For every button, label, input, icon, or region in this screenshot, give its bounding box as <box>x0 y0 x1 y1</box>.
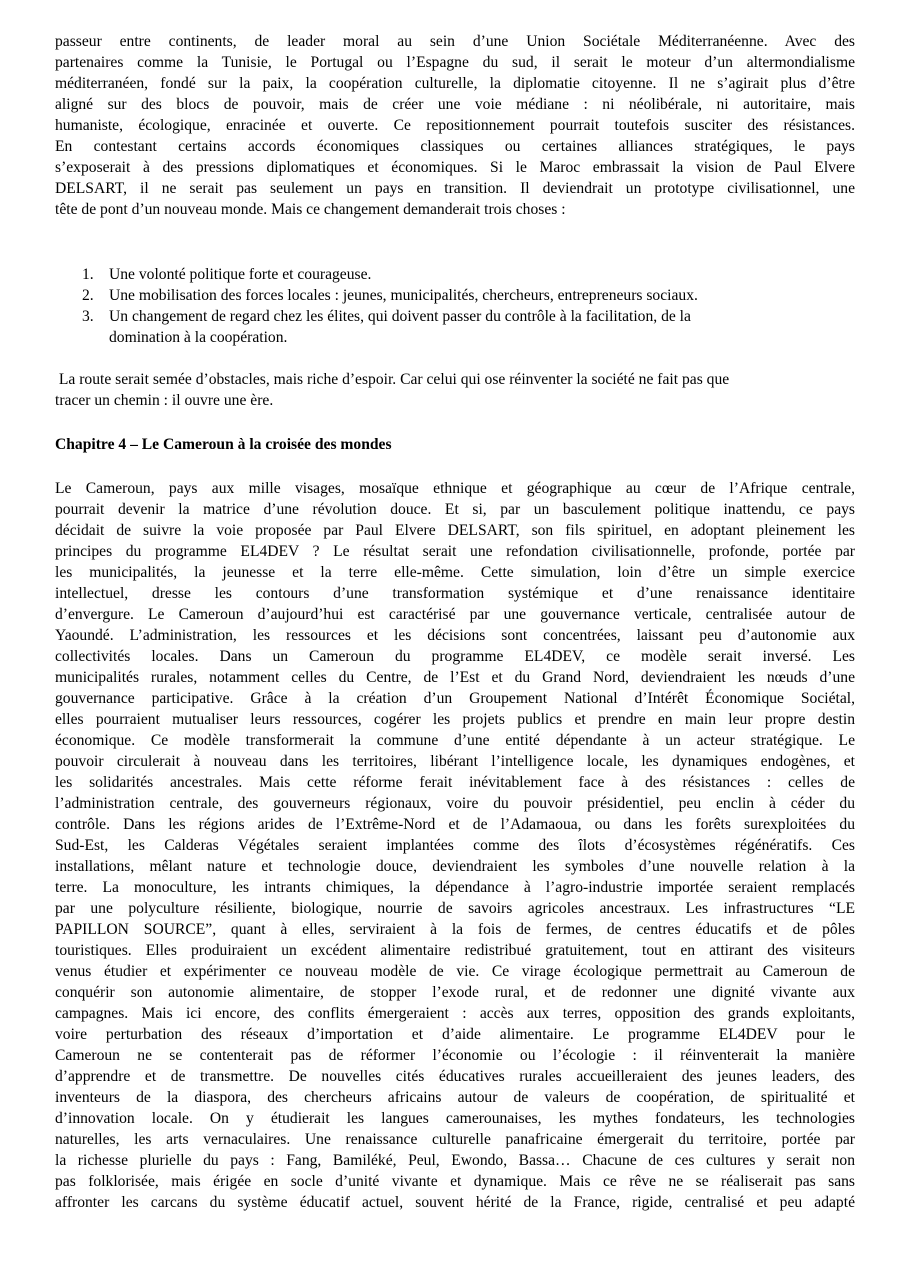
list-item-text: Une volonté politique forte et courageuse. <box>109 266 372 283</box>
list-item-text: domination à la coopération. <box>109 329 288 346</box>
text-line: d’innovation locale. On y étudierait les langues camerounaises, les mythes fondateurs, les technologies <box>55 1110 855 1127</box>
text-line: campagnes. Mais ici encore, des conflits émergeraient : accès aux terres, opposition des grands exploitants, <box>55 1005 855 1022</box>
list-number: 1. <box>82 266 94 283</box>
text-line: s’exposerait à des pressions diplomatiques et économiques. Si le Maroc embrassait la vision de Paul Elvere <box>55 159 855 176</box>
text-line: Cameroun ne se contenterait pas de réformer l’économie ou l’écologie : il réinventerait la manière <box>55 1047 855 1064</box>
chapter-heading: Chapitre 4 – Le Cameroun à la croisée des mondes <box>55 436 392 453</box>
text-line: collectivités locales. Dans un Cameroun du programme EL4DEV, ce modèle serait inversé. Les <box>55 648 855 665</box>
text-line: les municipalités, la jeunesse et la terre elle-même. Cette simulation, loin d’être un simple exercice <box>55 564 855 581</box>
text-line: aligné sur des blocs de pouvoir, mais de créer une voie médiane : ni néolibérale, ni autoritaire, mais <box>55 96 855 113</box>
text-line: d’envergure. Le Cameroun d’aujourd’hui est caractérisé par une gouvernance verticale, centralisée autour de <box>55 606 855 623</box>
text-line: pourrait devenir la matrice d’une révolution douce. Et si, par un basculement politique inattendu, ce pays <box>55 501 855 518</box>
text-line: En contestant certains accords économiques classiques ou certaines alliances stratégiques, le pays <box>55 138 855 155</box>
text-line: passeur entre continents, de leader moral au sein d’une Union Sociétale Méditerranéenne. Avec des <box>55 33 855 50</box>
list-item <box>55 285 855 306</box>
text-line: La route serait semée d’obstacles, mais riche d’espoir. Car celui qui ose réinventer la société ne fait pas que <box>55 371 730 388</box>
text-line: gouvernance participative. Grâce à la création d’un Groupement National d’Intérêt Économique Sociétal, <box>55 690 855 707</box>
text-line: économique. Ce modèle transformerait la commune d’une entité dépendante à un acteur stratégique. Le <box>55 732 855 749</box>
text-line: inventeurs de la diaspora, des chercheurs africains autour de valeurs de coopération, de spiritualité et <box>55 1089 855 1106</box>
text-line: terre. La monoculture, les intrants chimiques, la dépendance à l’agro-industrie importée seraient remplacés <box>55 879 855 896</box>
text-line: municipalités rurales, notamment celles du Centre, de l’Est et du Grand Nord, deviendraient les nœuds d’une <box>55 669 855 686</box>
text-line: naturelles, les arts vernaculaires. Une renaissance culturelle panafricaine émergerait du territoire, portée par <box>55 1131 855 1148</box>
text-line: décidait de suivre la voie proposée par Paul Elvere DELSART, son fils spirituel, en adoptant pleinement les <box>55 522 855 539</box>
text-line: venus étudier et expérimenter ce nouveau modèle de vie. Ce virage écologique permettrait au Cameroun de <box>55 963 855 980</box>
list-number: 2. <box>82 287 94 304</box>
text-line: Sud-Est, les Calderas Végétales seraient implantées comme des îlots d’écosystèmes régénératifs. Ces <box>55 837 855 854</box>
text-line: partenaires comme la Tunisie, le Portugal ou l’Espagne du sud, il serait le moteur d’un altermondialisme <box>55 54 855 71</box>
list-item <box>55 264 855 285</box>
text-line: contrôle. Dans les régions arides de l’Extrême-Nord et de l’Adamaoua, ou dans les forêts surexploitées du <box>55 816 855 833</box>
text-line: elles pourraient mutualiser leurs ressources, cogérer les projets publics et prendre en main leur propre destin <box>55 711 855 728</box>
text-line: d’apprendre et de transmettre. De nouvelles cités éducatives rurales accueilleraient des jeunes leaders, des <box>55 1068 855 1085</box>
text-line: méditerranéen, fondé sur la paix, la coopération culturelle, la diplomatie citoyenne. Il ne s’agirait plus d’être <box>55 75 855 92</box>
list-item-text: Une mobilisation des forces locales : jeunes, municipalités, chercheurs, entrepreneurs sociaux. <box>109 287 698 304</box>
list-number: 3. <box>82 308 94 325</box>
text-line: humaniste, écologique, enracinée et ouverte. Ce repositionnement pourrait toutefois susciter des résistances. <box>55 117 855 134</box>
list-item <box>55 306 855 348</box>
text-line: DELSART, il ne serait pas seulement un pays en transition. Il deviendrait un prototype civilisationnel, une <box>55 180 855 197</box>
list-item-text: Un changement de regard chez les élites, qui doivent passer du contrôle à la facilitation, de la <box>109 308 691 325</box>
text-line: l’administration centrale, des gouverneurs régionaux, voire du pouvoir présidentiel, peu enclin à céder du <box>55 795 855 812</box>
text-line: la richesse plurielle du pays : Fang, Bamiléké, Peul, Ewondo, Bassa… Chacune de ces cultures y serait non <box>55 1152 855 1169</box>
text-line: par une polyculture résiliente, biologique, nourrie de savoirs agricoles ancestraux. Les infrastructures “LE <box>55 900 855 917</box>
text-line: conquérir son autonomie alimentaire, de stopper l’exode rural, et de redonner une dignité vivante aux <box>55 984 855 1001</box>
text-line: tête de pont d’un nouveau monde. Mais ce changement demanderait trois choses : <box>55 201 566 218</box>
numbered-list <box>55 264 855 348</box>
paragraph-cameroon <box>55 478 855 1213</box>
text-line: pas folklorisée, mais érigée en socle d’unité vivante et dynamique. Mais ce rêve ne se réaliserait pas sans <box>55 1173 855 1190</box>
text-line: voire perturbation des réseaux d’importation et d’aide alimentaire. Le programme EL4DEV pour le <box>55 1026 855 1043</box>
text-line: principes du programme EL4DEV ? Le résultat serait une refondation civilisationnelle, profonde, portée par <box>55 543 855 560</box>
text-line: touristiques. Elles produiraient un excédent alimentaire redistribué gratuitement, tout en attirant des visiteurs <box>55 942 855 959</box>
text-line: intellectuel, dresse les contours d’une transformation systémique et d’une renaissance identitaire <box>55 585 855 602</box>
paragraph-conclusion <box>55 369 855 411</box>
text-line: installations, mêlant nature et technologie douce, deviendraient les symboles d’une nouvelle relation à la <box>55 858 855 875</box>
text-line: Le Cameroun, pays aux mille visages, mosaïque ethnique et géographique au cœur de l’Afrique centrale, <box>55 480 855 497</box>
text-line: Yaoundé. L’administration, les ressources et les décisions sont concentrées, laissant peu d’autonomie aux <box>55 627 855 644</box>
text-line: PAPILLON SOURCE”, quant à elles, serviraient à la fois de fermes, de centres éducatifs et de pôles <box>55 921 855 938</box>
text-line: affronter les carcans du système éducatif actuel, souvent hérité de la France, rigide, centralisé et peu adapté <box>55 1194 855 1211</box>
text-line: pouvoir circulerait à nouveau dans les territoires, libérant l’intelligence locale, les dynamiques endogènes, et <box>55 753 855 770</box>
text-line: les solidarités ancestrales. Mais cette réforme ferait inévitablement face à des résistances : celles de <box>55 774 855 791</box>
paragraph-morocco <box>55 31 855 220</box>
text-line: tracer un chemin : il ouvre une ère. <box>55 392 274 409</box>
